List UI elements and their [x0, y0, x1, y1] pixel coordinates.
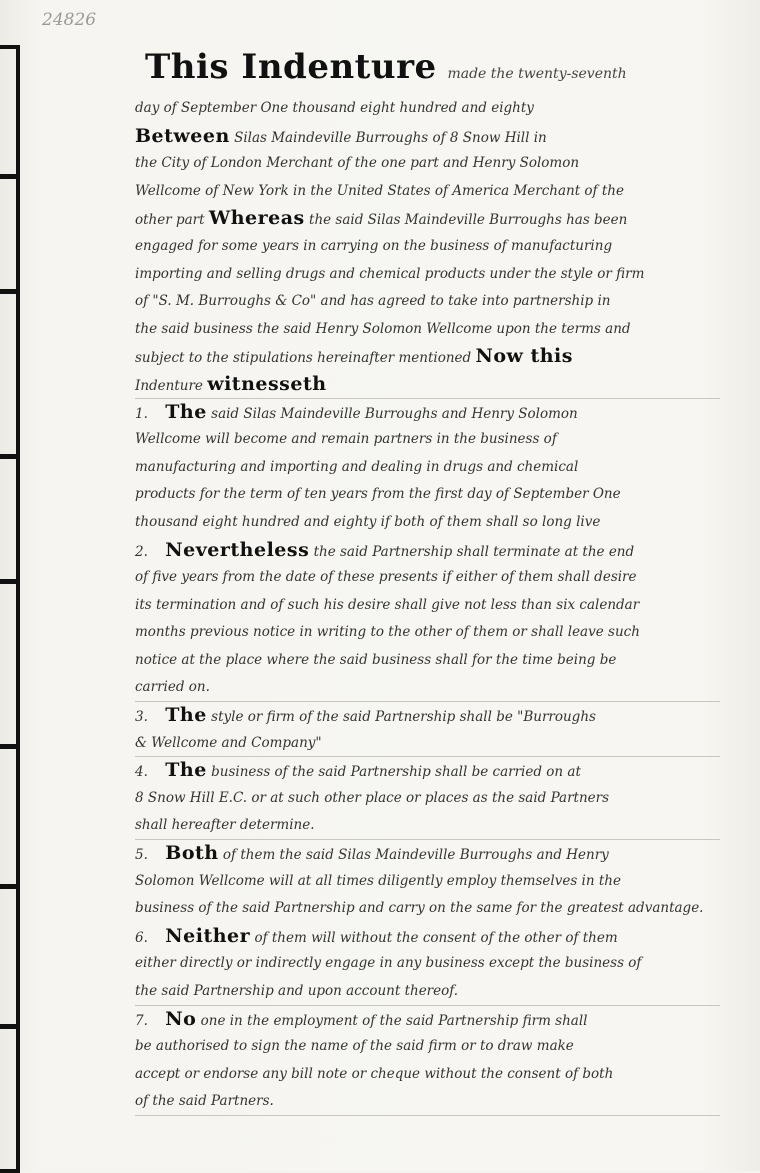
title-rest: made the twenty-seventh — [447, 66, 627, 82]
text-line: shall hereafter determine. — [135, 812, 720, 840]
text-line: business of the said Partnership and carry on the same for the greatest advantage. — [135, 900, 704, 917]
text-line: the said business the said Henry Solomon Wellcome upon the terms and — [135, 320, 631, 337]
text-line: the said Partnership and upon account thereof. — [135, 978, 720, 1006]
text-line: Indenture witnesseth — [135, 371, 720, 399]
title-heading: This Indenture — [145, 47, 437, 87]
text-line: subject to the stipulations hereinafter mentioned Now this — [135, 345, 573, 368]
text-line: months previous notice in writing to the other of them or shall leave such — [135, 624, 640, 641]
binding-ribbon — [0, 40, 34, 1170]
now-this-heading: Now this — [475, 345, 573, 368]
text-line: its termination and of such his desire shall give not less than six calendar — [135, 596, 640, 613]
text-line: products for the term of ten years from the first day of September One — [135, 486, 621, 503]
text-line: the City of London Merchant of the one part and Henry Solomon — [135, 155, 580, 172]
text-line: Between Silas Maindeville Burroughs of 8 Snow Hill in — [135, 124, 547, 147]
clause-heading: No — [165, 1007, 197, 1030]
text-line: Solomon Wellcome will at all times diligently employ themselves in the — [135, 872, 621, 889]
text-line: importing and selling drugs and chemical products under the style or firm — [135, 265, 645, 282]
text-line: manufacturing and importing and dealing in drugs and chemical — [135, 458, 579, 475]
text-line: of the said Partners. — [135, 1088, 720, 1116]
clause-heading: The — [165, 704, 207, 727]
clause-5: 5. Both of them the said Silas Maindeville Burroughs and Henry — [135, 842, 609, 865]
text-line: 8 Snow Hill E.C. or at such other place or places as the said Partners — [135, 789, 610, 806]
clause-heading: Nevertheless — [165, 538, 310, 561]
indenture-text — [135, 40, 720, 1116]
whereas-heading: Whereas — [208, 207, 305, 230]
clause-heading: Both — [165, 842, 219, 865]
text-line: day of September One thousand eight hundred and eighty — [135, 100, 534, 116]
text-line: either directly or indirectly engage in any business except the business of — [135, 955, 642, 972]
text-line: of "S. M. Burroughs & Co" and has agreed to take into partnership in — [135, 293, 611, 310]
text-line: & Wellcome and Company" — [135, 730, 720, 758]
clause-heading: Neither — [165, 924, 251, 947]
text-line: accept or endorse any bill note or cheque without the consent of both — [135, 1065, 614, 1082]
text-line: notice at the place where the said business shall for the time being be — [135, 651, 617, 668]
text-line: of five years from the date of these presents if either of them shall desire — [135, 569, 637, 586]
text-line: other part Whereas the said Silas Maindeville Burroughs has been — [135, 207, 628, 230]
witnesseth-heading: witnesseth — [207, 372, 327, 395]
text-line: Wellcome will become and remain partners in the business of — [135, 431, 557, 448]
archive-number: 24826 — [42, 10, 97, 30]
clause-heading: The — [165, 759, 207, 782]
text-line: be authorised to sign the name of the said firm or to draw make — [135, 1038, 574, 1055]
between-heading: Between — [135, 124, 230, 147]
clause-heading: The — [165, 400, 207, 423]
clause-4: 4. The business of the said Partnership shall be carried on at — [135, 759, 581, 782]
text-line: Wellcome of New York in the United States of America Merchant of the — [135, 182, 624, 199]
title-line — [145, 40, 720, 95]
clause-3: 3. The style or firm of the said Partnership shall be "Burroughs — [135, 704, 596, 727]
text-line: thousand eight hundred and eighty if both of them shall so long live — [135, 513, 601, 530]
clause-2: 2. Nevertheless the said Partnership shall terminate at the end — [135, 538, 635, 561]
text-line: engaged for some years in carrying on the business of manufacturing — [135, 237, 613, 254]
clause-7: 7. No one in the employment of the said Partnership firm shall — [135, 1007, 588, 1030]
text-line: carried on. — [135, 674, 720, 702]
clause-6: 6. Neither of them will without the consent of the other of them — [135, 924, 618, 947]
clause-1: 1. The said Silas Maindeville Burroughs and Henry Solomon — [135, 400, 578, 423]
